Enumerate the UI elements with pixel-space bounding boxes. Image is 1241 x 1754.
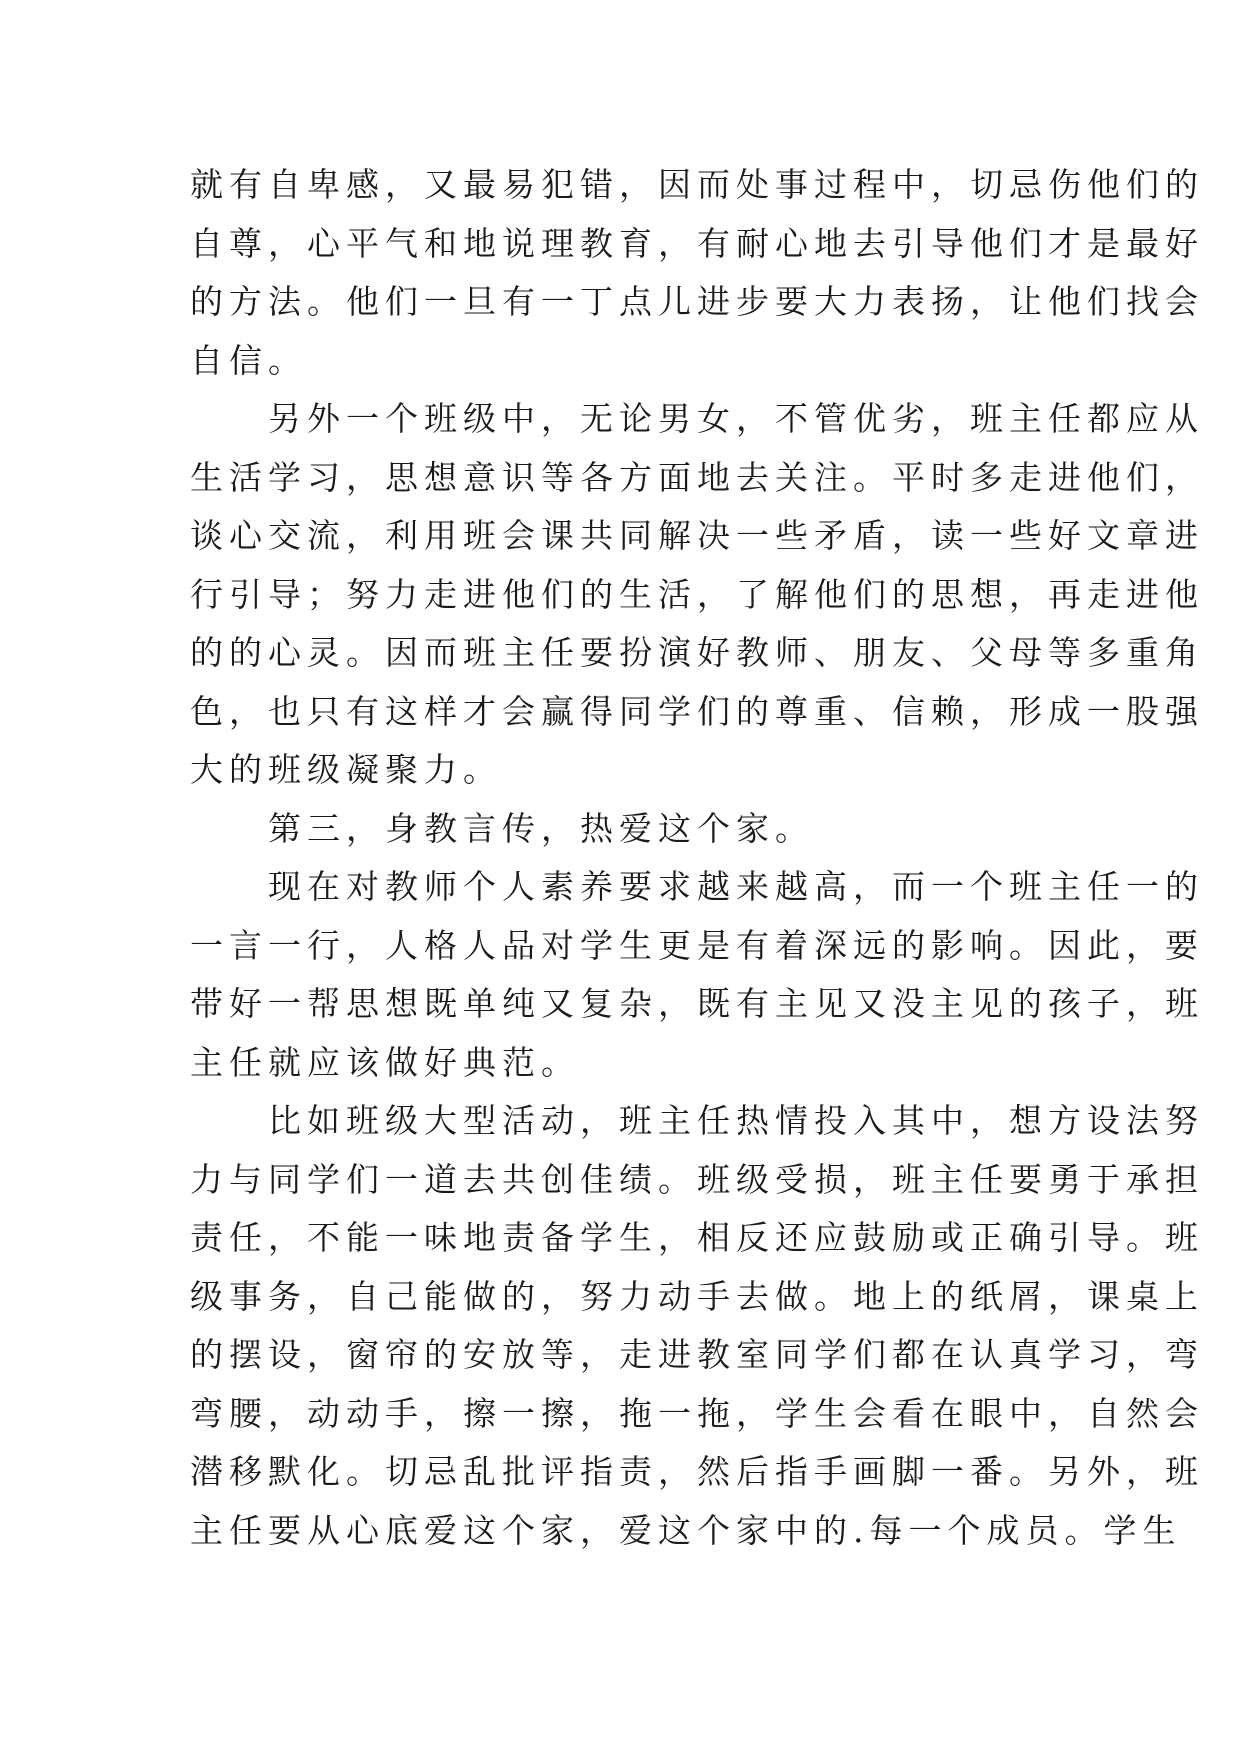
text-line: 的的心灵。因而班主任要扮演好教师、朋友、父母等多重角	[190, 633, 1204, 672]
text-line: 责任，不能一味地责备学生，相反还应鼓励或正确引导。班	[190, 1218, 1204, 1257]
text-line: 谈心交流，利用班会课共同解决一些矛盾，读一些好文章进	[190, 516, 1204, 555]
document-body	[190, 156, 1204, 1560]
text-line: 自信。	[190, 340, 307, 380]
text-line: 的摆设，窗帘的安放等，走进教室同学们都在认真学习，弯	[190, 1335, 1204, 1374]
text-line: 带好一帮思想既单纯又复杂，既有主见又没主见的孩子，班	[190, 984, 1204, 1023]
text-line: 主任就应该做好典范。	[190, 1042, 580, 1082]
text-line: 潜移默化。切忌乱批评指责，然后指手画脚一番。另外，班	[190, 1452, 1204, 1491]
text-line: 现在对教师个人素养要求越来越高，而一个班主任一的	[190, 867, 1204, 906]
text-line: 一言一行，人格人品对学生更是有着深远的影响。因此，要	[190, 925, 1204, 965]
text-line: 色，也只有这样才会赢得同学们的尊重、信赖，形成一股强	[190, 691, 1204, 731]
text-line: 自尊，心平气和地说理教育，有耐心地去引导他们才是最好	[190, 223, 1204, 263]
text-line: 弯腰，动动手，擦一擦，拖一拖，学生会看在眼中，自然会	[190, 1393, 1204, 1433]
text-line: 比如班级大型活动，班主任热情投入其中，想方设法努	[190, 1101, 1204, 1140]
text-line: 就有自卑感，又最易犯错，因而处事过程中，切忌伤他们的	[190, 165, 1204, 204]
text-line: 行引导；努力走进他们的生活，了解他们的思想，再走进他	[190, 574, 1204, 614]
text-line: 主任要从心底爱这个家，爱这个家中的.每一个成员。学生	[190, 1510, 1182, 1550]
text-line: 生活学习，思想意识等各方面地去关注。平时多走进他们，	[190, 457, 1204, 497]
text-line: 另外一个班级中，无论男女，不管优劣，班主任都应从	[190, 399, 1204, 438]
text-line: 大的班级凝聚力。	[190, 750, 502, 789]
section-heading: 第三，身教言传，热爱这个家。	[190, 808, 814, 848]
text-line: 的方法。他们一旦有一丁点儿进步要大力表扬，让他们找会	[190, 282, 1204, 321]
text-line: 力与同学们一道去共创佳绩。班级受损，班主任要勇于承担	[190, 1159, 1204, 1199]
text-line: 级事务，自己能做的，努力动手去做。地上的纸屑，课桌上	[190, 1276, 1204, 1316]
